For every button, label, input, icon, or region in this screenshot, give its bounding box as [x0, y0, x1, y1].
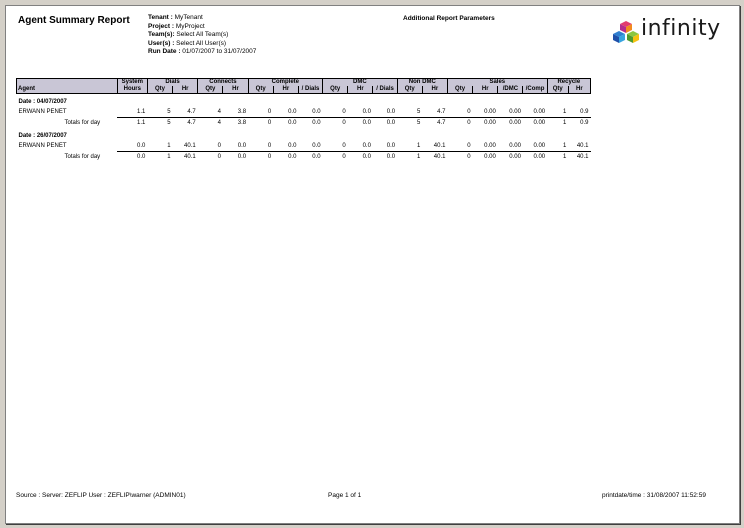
- table-cell: 1.1: [137, 109, 146, 115]
- table-cell: 0.00: [484, 109, 496, 115]
- totals-cell: 0: [248, 118, 273, 129]
- table-group-header: [17, 79, 591, 87]
- param-project: [148, 23, 256, 32]
- totals-cell: 0.00: [473, 152, 498, 163]
- table-cell: 0.0: [386, 143, 396, 149]
- group-header-complete: Complete: [248, 79, 323, 87]
- totals-cell: 3.8: [223, 118, 248, 129]
- totals-cell: 1.1: [117, 118, 147, 129]
- table-cell: 0.0: [312, 143, 321, 149]
- totals-cell: 0.0: [348, 152, 373, 163]
- table-row: [17, 107, 591, 118]
- totals-cell: 1: [397, 152, 422, 163]
- totals-cell: 0.00: [523, 152, 547, 163]
- table-cell: 0.9: [580, 109, 589, 115]
- date-label: Date : 26/07/2007: [18, 133, 67, 139]
- param-label: Project :: [148, 22, 175, 30]
- footer-source: Source : Server: ZEFLIP User : ZEFLIP\warner (ADMIN01): [16, 492, 186, 499]
- totals-cell: 0.00: [498, 118, 523, 129]
- table-cell: 4.7: [437, 109, 446, 115]
- totals-cell: 0.0: [298, 118, 322, 129]
- param-value: Select All Team(s): [174, 31, 229, 38]
- group-header-dials: Dials: [147, 79, 197, 87]
- totals-cell: 0.0: [348, 118, 373, 129]
- column-header: Hr: [568, 86, 590, 94]
- table-cell: 0.0: [386, 109, 396, 115]
- report-parameters: [148, 14, 256, 57]
- totals-cell: 5: [147, 118, 172, 129]
- table-cell: 0.00: [533, 143, 546, 149]
- footer-page-number: Page 1 of 1: [328, 492, 362, 499]
- column-header: Qty: [198, 86, 223, 94]
- group-header-system: System: [117, 79, 147, 87]
- totals-cell: 1: [147, 152, 172, 163]
- infinity-logo: [613, 18, 723, 44]
- logo-wordmark: infinity: [641, 16, 721, 41]
- totals-cell: 0.00: [523, 118, 547, 129]
- column-header: Hr: [422, 86, 447, 94]
- column-header: Qty: [547, 86, 568, 94]
- table-cell: 40.1: [184, 143, 196, 149]
- column-header: Qty: [147, 86, 172, 94]
- column-header: Hr: [273, 86, 298, 94]
- table-cell: 0: [267, 109, 272, 115]
- totals-cell: 0.0: [273, 118, 298, 129]
- param-label: Tenant :: [148, 14, 173, 21]
- totals-cell: 0.0: [298, 152, 322, 163]
- column-header: Hr: [348, 86, 373, 94]
- table-cell: 4.7: [187, 109, 196, 115]
- param-users: [148, 40, 256, 49]
- date-label: Date : 04/07/2007: [18, 99, 67, 105]
- totals-cell: 4.7: [173, 118, 198, 129]
- column-header: Qty: [397, 86, 422, 94]
- column-header: Hours: [117, 86, 147, 94]
- table-cell: 0.0: [237, 143, 247, 149]
- column-header: /DMC: [498, 86, 523, 94]
- param-run-date: [148, 48, 256, 57]
- table-cell: 0.00: [484, 143, 496, 149]
- column-header: Hr: [173, 86, 198, 94]
- param-value: MyTenant: [172, 14, 203, 21]
- totals-cell: 0.00: [473, 118, 498, 129]
- totals-cell: 0.9: [568, 118, 590, 129]
- totals-cell: 40.1: [422, 152, 447, 163]
- table-cell: 0.0: [312, 109, 321, 115]
- totals-cell: 0: [447, 118, 472, 129]
- agent-group-header: [17, 79, 118, 87]
- date-row: [17, 94, 591, 108]
- column-header: Qty: [323, 86, 348, 94]
- totals-cell: 5: [397, 118, 422, 129]
- totals-cell: 0.0: [373, 118, 397, 129]
- totals-cell: 0: [198, 152, 223, 163]
- table-cell: 0: [342, 143, 346, 149]
- date-row: [17, 128, 591, 141]
- totals-cell: 0.0: [273, 152, 298, 163]
- column-header: / Dials: [298, 86, 322, 94]
- agent-name: ERWANN PENET: [18, 109, 67, 116]
- table-sub-header: [17, 86, 591, 94]
- totals-cell: 0.0: [223, 152, 248, 163]
- table-cell: 4: [217, 109, 221, 115]
- table-cell: 0: [467, 109, 471, 115]
- table-cell: 0: [217, 143, 221, 149]
- report-title: Agent Summary Report: [18, 15, 130, 26]
- param-label: Team(s):: [148, 31, 175, 38]
- column-header: /Comp: [523, 86, 547, 94]
- group-header-non-dmc: Non DMC: [397, 79, 447, 87]
- group-header-dmc: DMC: [323, 79, 398, 87]
- agent-summary-table: [16, 78, 591, 162]
- param-value: MyProject: [174, 22, 205, 30]
- param-label: Run Date :: [148, 48, 181, 55]
- table-cell: 5: [167, 109, 171, 115]
- param-value: Select All User(s): [174, 39, 227, 47]
- table-cell: 40.1: [433, 143, 446, 149]
- column-header: Hr: [473, 86, 498, 94]
- totals-cell: 4.7: [422, 118, 447, 129]
- cube-logo-icon: [613, 20, 639, 46]
- table-cell: 40.1: [576, 143, 589, 149]
- table-cell: 0.0: [362, 109, 371, 115]
- column-header: / Dials: [373, 86, 397, 94]
- agent-name: ERWANN PENET: [18, 143, 67, 150]
- table-cell: 3.8: [237, 109, 247, 115]
- totals-cell: 0.00: [498, 152, 523, 163]
- totals-cell: 4: [198, 118, 223, 129]
- totals-cell: 1: [547, 118, 568, 129]
- group-header-recycle: Recycle: [547, 79, 590, 87]
- table-cell: 1: [562, 109, 567, 115]
- column-header: Qty: [248, 86, 273, 94]
- totals-cell: 0.0: [373, 152, 397, 163]
- table-cell: 1: [416, 143, 421, 149]
- param-label: User(s) :: [148, 39, 175, 47]
- totals-label: Totals for day: [64, 119, 101, 126]
- totals-cell: 1: [547, 152, 568, 163]
- totals-label: Totals for day: [64, 153, 101, 160]
- group-header-connects: Connects: [198, 79, 248, 87]
- totals-cell: 0.0: [117, 152, 147, 163]
- table-cell: 0.0: [137, 143, 146, 149]
- table-cell: 0.0: [288, 109, 297, 115]
- param-teams: [148, 31, 256, 40]
- totals-cell: 0: [447, 152, 472, 163]
- table-cell: 0: [467, 143, 471, 149]
- totals-cell: 0: [323, 152, 348, 163]
- table-cell: 0.0: [362, 143, 371, 149]
- footer-print-date: printdate/time : 31/08/2007 11:52:59: [602, 492, 706, 499]
- totals-cell: 0: [248, 152, 273, 163]
- group-header-sales: Sales: [447, 79, 547, 87]
- table-body: [17, 94, 591, 163]
- table-cell: 1: [562, 143, 567, 149]
- table-cell: 1: [167, 143, 171, 149]
- table-cell: 5: [416, 109, 421, 115]
- param-tenant: [148, 14, 256, 23]
- additional-parameters-heading: Additional Report Parameters: [403, 15, 495, 22]
- totals-cell: 40.1: [173, 152, 198, 163]
- param-value: 01/07/2007 to 31/07/2007: [180, 48, 257, 55]
- column-header: Qty: [447, 86, 472, 94]
- table-cell: 0: [267, 143, 272, 149]
- column-header: Hr: [223, 86, 248, 94]
- table-cell: 0.00: [533, 109, 546, 115]
- table-cell: 0.00: [509, 109, 521, 115]
- agent-column-header: Agent: [17, 86, 118, 94]
- table-row: [17, 141, 591, 152]
- table-cell: 0.00: [509, 143, 521, 149]
- table-cell: 0.0: [288, 143, 297, 149]
- totals-cell: 40.1: [568, 152, 590, 163]
- totals-cell: 0: [323, 118, 348, 129]
- totals-row: [17, 118, 591, 129]
- table-cell: 0: [342, 109, 346, 115]
- totals-row: [17, 152, 591, 163]
- report-page: [5, 5, 740, 524]
